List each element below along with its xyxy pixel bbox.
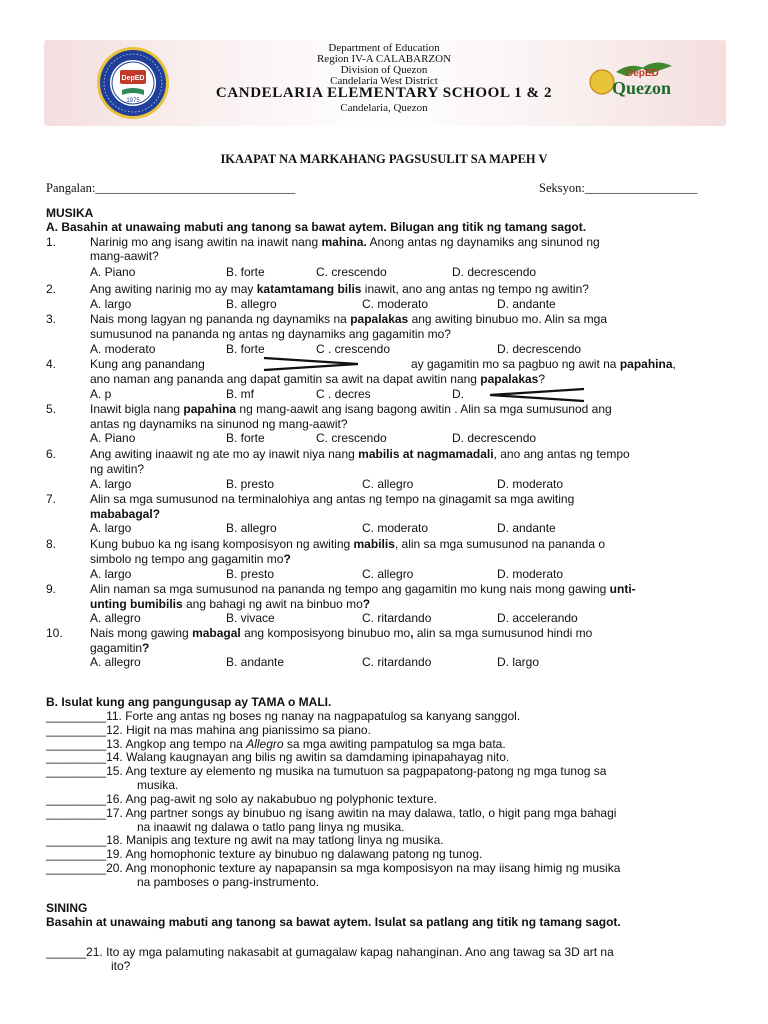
answer-blank[interactable]: _________	[46, 764, 107, 778]
question-text: Kung ang panandang	[90, 357, 205, 371]
choice-b[interactable]: B. forte	[226, 265, 265, 279]
question-number: 2.	[46, 282, 57, 296]
tf-item-12[interactable]: _________12. Higit na mas mahina ang pianissimo sa piano.	[46, 723, 371, 737]
seal-top-text: DepED	[121, 75, 145, 82]
header-region: Region IV-A CALABARZON	[316, 53, 452, 65]
crescendo-symbol-icon	[488, 387, 588, 403]
question-text: Kung bubuo ka ng isang komposisyon ng awiting mabilis, alin sa mga sumusunod na pananda o	[90, 537, 606, 551]
choice-b[interactable]: B. forte	[226, 342, 265, 356]
question-number: 1.	[46, 235, 57, 249]
answer-blank[interactable]: _________	[46, 737, 107, 751]
answer-blank[interactable]: _________	[46, 709, 107, 723]
choice-b[interactable]: B. presto	[226, 567, 275, 581]
choice-d[interactable]: D. moderato	[497, 477, 564, 491]
question-6-continued: ng awitin?	[90, 462, 145, 476]
question-3-continued: sumusunod na pananda ng antas ng daynamiks ang gagamitin mo?	[90, 327, 451, 341]
choice-d[interactable]: D. andante	[497, 521, 556, 535]
question-text: Alin naman sa mga sumusunod na pananda ng tempo ang gagamitin mo kung nais mong gawing unti-	[90, 582, 636, 596]
answer-blank[interactable]: _________	[46, 806, 107, 820]
answer-blank[interactable]: _________	[46, 847, 107, 861]
choice-c[interactable]: C . decres	[316, 387, 371, 401]
choice-c[interactable]: C. moderato	[362, 521, 429, 535]
musika-heading: MUSIKA	[46, 206, 94, 220]
choice-d[interactable]: D. accelerando	[497, 611, 578, 625]
question-7-continued: mababagal?	[90, 507, 161, 521]
choice-d[interactable]: D. decrescendo	[452, 431, 537, 445]
answer-blank[interactable]: _________	[46, 723, 107, 737]
choice-b[interactable]: B. allegro	[226, 297, 277, 311]
tf-item-13[interactable]: _________13. Angkop ang tempo na Allegro sa mga awiting pampatulog sa mga bata.	[46, 737, 506, 751]
tf-item-18[interactable]: _________18. Manipis ang texture ng awit na may tatlong linya ng musika.	[46, 833, 444, 847]
question-number: 10.	[46, 626, 63, 640]
choice-d[interactable]: D. decrescendo	[452, 265, 537, 279]
choice-c[interactable]: C. ritardando	[362, 655, 432, 669]
header-division: Division of Quezon	[340, 64, 428, 76]
choice-b[interactable]: B. forte	[226, 431, 265, 445]
choice-a[interactable]: A. largo	[90, 567, 132, 581]
tf-item-11[interactable]: _________11. Forte ang antas ng boses ng nanay na nagpapatulog sa kanyang sanggol.	[46, 709, 521, 723]
choice-b[interactable]: B. andante	[226, 655, 285, 669]
question-text: Narinig mo ang isang awitin na inawit nang mahina. Anong antas ng daynamiks ang sinunod ng	[90, 235, 600, 249]
answer-blank[interactable]: _________	[46, 750, 107, 764]
choice-a[interactable]: A. allegro	[90, 655, 141, 669]
logo-bottom-text: Quezon	[612, 78, 672, 98]
question-number: 8.	[46, 537, 57, 551]
seal-year: 1975	[126, 98, 140, 104]
choice-b[interactable]: B. presto	[226, 477, 275, 491]
name-field-label: Pangalan:________________________________	[46, 181, 296, 195]
question-5-continued: antas ng daynamiks na sinunod ng mang-aawit?	[90, 417, 348, 431]
question-text: Alin sa mga sumusunod na terminalohiya ang antas ng tempo na ginagamit sa mga awiting	[90, 492, 575, 506]
choice-c[interactable]: C. moderato	[362, 297, 429, 311]
section-field-label: Seksyon:__________________	[539, 181, 698, 195]
choice-b[interactable]: B. vivace	[226, 611, 275, 625]
question-number: 3.	[46, 312, 57, 326]
question-21-continued: ito?	[111, 959, 131, 973]
question-number: 4.	[46, 357, 57, 371]
tf-item-20-continued: na pamboses o pang-instrumento.	[137, 875, 320, 889]
sining-heading: SINING	[46, 901, 88, 915]
question-text-after-symbol: ay gagamitin mo sa pagbuo ng awit na papahina,	[411, 357, 676, 371]
choice-a[interactable]: A. p	[90, 387, 112, 401]
tf-item-15[interactable]: _________15. Ang texture ay elemento ng musika na tumutuon sa pagpapatong-patong ng mga tunog sa	[46, 764, 607, 778]
answer-blank[interactable]: _________	[46, 861, 107, 875]
question-number: 5.	[46, 402, 57, 416]
header-department: Department of Education	[328, 42, 440, 54]
choice-a[interactable]: A. allegro	[90, 611, 141, 625]
logo-top-text: DepED	[626, 68, 659, 79]
choice-a[interactable]: A. largo	[90, 521, 132, 535]
choice-d[interactable]: D. andante	[497, 297, 556, 311]
choice-d[interactable]: D. decrescendo	[497, 342, 582, 356]
tf-item-20[interactable]: _________20. Ang monophonic texture ay napapansin sa mga komposisyon na may iisang himig ng musika	[46, 861, 621, 875]
question-1-continued: mang-aawit?	[90, 249, 159, 263]
question-9-continued: unting bumibilis ang bahagi ng awit na binbuo mo?	[90, 597, 371, 611]
question-21[interactable]: ______21. Ito ay mga palamuting nakasabit at gumagalaw kapag nahanginan. Ano ang tawag sa 3D art na	[46, 945, 614, 959]
choice-c[interactable]: C. ritardando	[362, 611, 432, 625]
choice-a[interactable]: A. Piano	[90, 431, 136, 445]
question-10-continued: gagamitin?	[90, 641, 150, 655]
choice-b[interactable]: B. allegro	[226, 521, 277, 535]
part-b-heading: B. Isulat kung ang pangungusap ay TAMA o MALI.	[46, 695, 332, 709]
question-text: Ang awiting inaawit ng ate mo ay inawit niya nang mabilis at nagmamadali, ano ang antas ng tempo	[90, 447, 630, 461]
question-text: Nais mong lagyan ng pananda ng daynamiks na papalakas ang awiting binubuo mo. Alin sa mga	[90, 312, 608, 326]
question-4-continued: ano naman ang pananda ang dapat gamitin sa awit na dapat awitin nang papalakas?	[90, 372, 546, 386]
school-name: CANDELARIA ELEMENTARY SCHOOL 1 & 2	[215, 85, 553, 101]
choice-d[interactable]: D.	[452, 387, 464, 401]
tf-item-15-continued: musika.	[137, 778, 179, 792]
question-text: Nais mong gawing mabagal ang komposisyong binubuo mo, alin sa mga sumusunod hindi mo	[90, 626, 593, 640]
tf-item-17-continued: na inaawit ng dalawa o tatlo pang linya ng musika.	[137, 820, 405, 834]
choice-a[interactable]: A. largo	[90, 477, 132, 491]
question-number: 6.	[46, 447, 57, 461]
answer-blank[interactable]: _________	[46, 792, 107, 806]
choice-c[interactable]: C. crescendo	[316, 265, 387, 279]
answer-blank[interactable]: ______	[46, 945, 87, 959]
choice-c[interactable]: C. allegro	[362, 477, 414, 491]
question-8-continued: simbolo ng tempo ang gagamitin mo?	[90, 552, 291, 566]
question-number: 9.	[46, 582, 57, 596]
choice-d[interactable]: D. largo	[497, 655, 540, 669]
tf-item-19[interactable]: _________19. Ang homophonic texture ay binubuo ng dalawang patong ng tunog.	[46, 847, 483, 861]
choice-c[interactable]: C. allegro	[362, 567, 414, 581]
choice-a[interactable]: A. largo	[90, 297, 132, 311]
question-text: Inawit bigla nang papahina ng mang-aawit ang isang bagong awitin . Alin sa mga sumusunod ang	[90, 402, 612, 416]
choice-a[interactable]: A. Piano	[90, 265, 136, 279]
choice-d[interactable]: D. moderato	[497, 567, 564, 581]
question-text: Ang awiting narinig mo ay may katamtamang bilis inawit, ano ang antas ng tempo ng awitin?	[90, 282, 589, 296]
sining-instructions: Basahin at unawaing mabuti ang tanong sa bawat aytem. Isulat sa patlang ang titik ng tamang sagot.	[46, 915, 621, 929]
choice-c[interactable]: C . crescendo	[316, 342, 391, 356]
tf-item-14[interactable]: _________14. Walang kaugnayan ang bilis ng awitin sa damdaming ipinapahayag nito.	[46, 750, 510, 764]
choice-a[interactable]: A. moderato	[90, 342, 156, 356]
tf-item-16[interactable]: _________16. Ang pag-awit ng solo ay nakabubuo ng polyphonic texture.	[46, 792, 437, 806]
exam-title: IKAAPAT NA MARKAHANG PAGSUSULIT SA MAPEH V	[220, 152, 548, 166]
question-number: 7.	[46, 492, 57, 506]
musika-instructions: A. Basahin at unawaing mabuti ang tanong sa bawat aytem. Bilugan ang titik ng tamang sagot.	[46, 220, 587, 234]
tf-item-17[interactable]: _________17. Ang partner songs ay binubuo ng isang awitin na may dalawa, tatlo, o higit pang mga bahagi	[46, 806, 617, 820]
decrescendo-symbol-icon	[262, 356, 362, 372]
header-district: Candelaria West District	[330, 75, 438, 87]
school-address: Candelaria, Quezon	[340, 102, 428, 114]
choice-b[interactable]: B. mf	[226, 387, 255, 401]
answer-blank[interactable]: _________	[46, 833, 107, 847]
choice-c[interactable]: C. crescendo	[316, 431, 387, 445]
